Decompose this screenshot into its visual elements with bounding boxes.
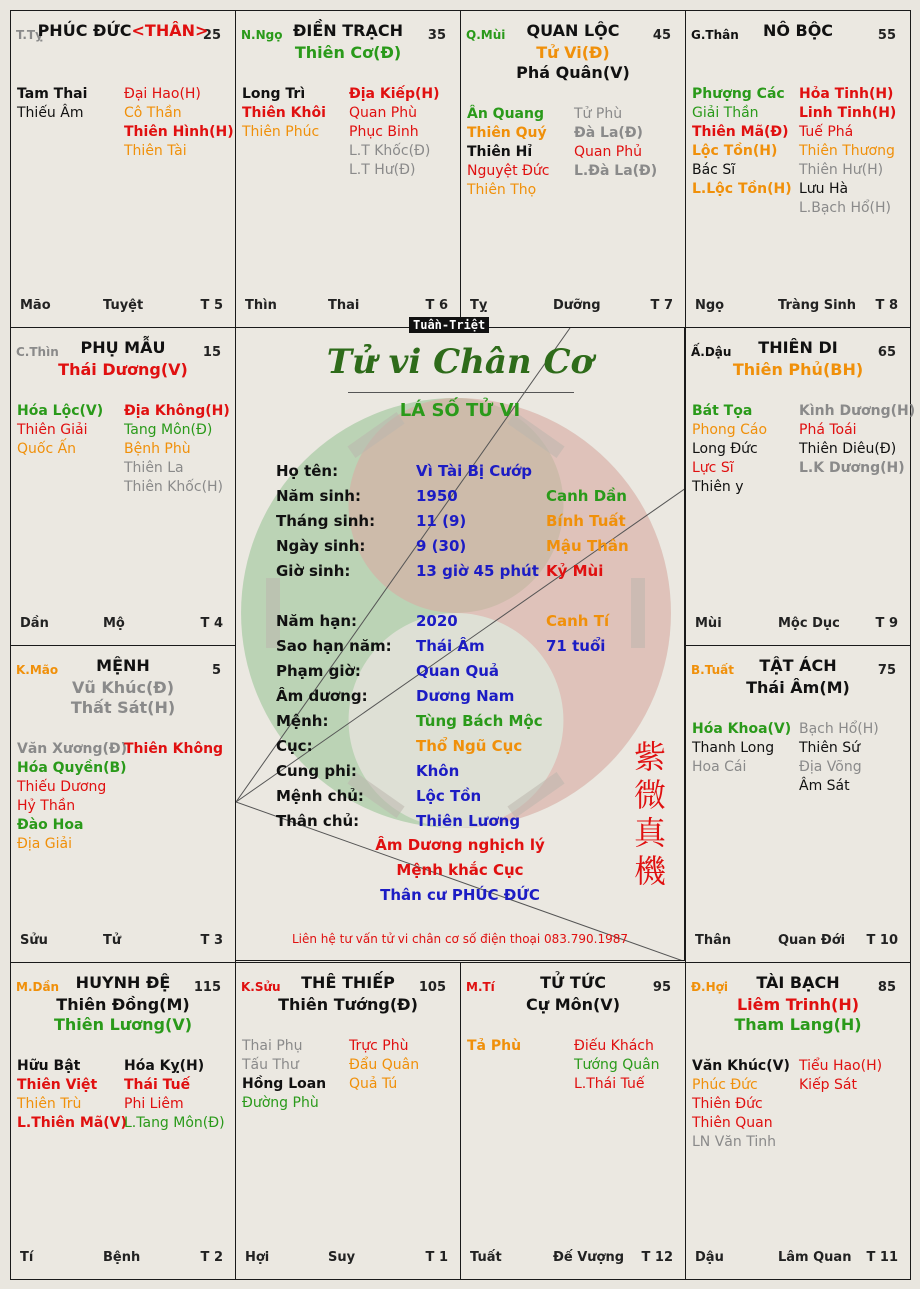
minor-star: Cô Thần bbox=[124, 105, 182, 121]
main-stars bbox=[236, 995, 460, 1015]
palace-stem-branch: G.Thân bbox=[691, 28, 739, 42]
main-star: Liêm Trinh(H) bbox=[736, 995, 860, 1014]
info-label: Mệnh: bbox=[276, 712, 329, 730]
palace-phase: Thai bbox=[328, 298, 360, 313]
minor-star: L.Thái Tuế bbox=[574, 1076, 645, 1092]
main-star: Thái Dương(V) bbox=[58, 360, 188, 379]
minor-star: Thiên Sứ bbox=[799, 740, 861, 756]
minor-star: Điếu Khách bbox=[574, 1038, 654, 1054]
palace-age: 95 bbox=[652, 980, 671, 995]
main-star: Tử Vi(Đ) bbox=[536, 43, 610, 62]
minor-stars-left bbox=[692, 85, 792, 199]
palace-branch: Thân bbox=[695, 933, 732, 948]
palace-age: 115 bbox=[193, 980, 221, 995]
minor-stars-right bbox=[349, 85, 440, 180]
palace-title-text: ĐIỀN TRẠCH bbox=[293, 21, 403, 40]
info-value: Tùng Bách Mộc bbox=[416, 712, 543, 730]
palace-branch: Mão bbox=[20, 298, 51, 313]
palace-title-text: NÔ BỘC bbox=[762, 21, 834, 40]
palace-age: 5 bbox=[211, 663, 221, 678]
palace-title bbox=[236, 973, 460, 992]
palace-branch: Ngọ bbox=[695, 298, 725, 313]
minor-stars-left bbox=[467, 105, 550, 200]
info-value: Lộc Tồn bbox=[416, 787, 482, 805]
info-value: Thái Âm bbox=[416, 637, 485, 655]
palace-major-limit: T 3 bbox=[200, 933, 223, 948]
minor-star: Thiên Diêu(Đ) bbox=[799, 441, 897, 457]
info-value: 2020 bbox=[416, 612, 458, 630]
minor-star: Văn Khúc(V) bbox=[692, 1058, 790, 1074]
palace-age: 25 bbox=[202, 28, 221, 43]
logo-underline bbox=[348, 392, 574, 393]
minor-star: Phá Toái bbox=[799, 422, 857, 438]
minor-star: Tướng Quân bbox=[574, 1057, 660, 1073]
minor-stars-right bbox=[124, 1057, 225, 1133]
minor-stars-left bbox=[242, 85, 326, 142]
info-value: 11 (9) bbox=[416, 512, 467, 530]
info-value-secondary: 71 tuổi bbox=[546, 637, 606, 655]
minor-star: Quả Tú bbox=[349, 1076, 398, 1092]
info-label: Tháng sinh: bbox=[276, 512, 376, 530]
minor-stars-right bbox=[574, 1037, 660, 1094]
palace-title bbox=[11, 973, 235, 992]
palace-title bbox=[686, 21, 910, 40]
info-value: 9 (30) bbox=[416, 537, 467, 555]
main-star: Thiên Cơ(Đ) bbox=[294, 43, 402, 62]
info-value-secondary: Mậu Thân bbox=[546, 537, 629, 555]
logo-text: Tử vi Chân Cơ bbox=[326, 342, 594, 382]
palace-major-limit: T 11 bbox=[866, 1250, 898, 1265]
palace-quan-loc bbox=[460, 10, 686, 328]
minor-star: Thiên Việt bbox=[17, 1077, 98, 1093]
palace-phase: Mộ bbox=[103, 616, 125, 631]
palace-phase: Đế Vượng bbox=[553, 1250, 625, 1265]
minor-star: Đào Hoa bbox=[17, 817, 84, 833]
minor-star: Đường Phù bbox=[242, 1095, 319, 1111]
palace-major-limit: T 9 bbox=[875, 616, 898, 631]
palace-branch: Mùi bbox=[695, 616, 722, 631]
palace-age: 105 bbox=[418, 980, 446, 995]
info-value-secondary: Canh Dần bbox=[546, 487, 627, 505]
minor-stars-left bbox=[17, 1057, 127, 1133]
palace-title bbox=[11, 21, 235, 40]
palace-major-limit: T 6 bbox=[425, 298, 448, 313]
palace-age: 65 bbox=[877, 345, 896, 360]
palace-tu-tuc bbox=[460, 962, 686, 1280]
palace-phase: Tuyệt bbox=[103, 298, 144, 313]
info-value: 13 giờ 45 phút bbox=[416, 562, 539, 580]
minor-star: Hóa Khoa(V) bbox=[692, 721, 792, 737]
minor-star: Thiên La bbox=[124, 460, 184, 476]
minor-star: Thiên Khốc(H) bbox=[124, 479, 224, 495]
minor-star: Tiểu Hao(H) bbox=[799, 1058, 883, 1074]
palace-title-text: TỬ TỨC bbox=[540, 973, 606, 992]
minor-stars-left bbox=[17, 740, 127, 854]
minor-star: Âm Sát bbox=[799, 778, 850, 794]
palace-branch: Tí bbox=[20, 1250, 34, 1265]
palace-title bbox=[11, 338, 235, 357]
minor-star: Giải Thần bbox=[692, 105, 759, 121]
minor-star: Phục Binh bbox=[349, 124, 419, 140]
seal-char: 紫 bbox=[633, 738, 666, 776]
minor-star: Thiên Phúc bbox=[242, 124, 320, 140]
info-label: Âm dương: bbox=[276, 687, 368, 705]
minor-star: Đẩu Quân bbox=[349, 1057, 420, 1073]
palace-age: 85 bbox=[877, 980, 896, 995]
minor-star: Thiên Giải bbox=[17, 422, 88, 438]
minor-star: Thiếu Âm bbox=[17, 105, 84, 121]
palace-major-limit: T 1 bbox=[425, 1250, 448, 1265]
minor-stars-left bbox=[692, 1057, 790, 1152]
minor-star: Kiếp Sát bbox=[799, 1077, 857, 1093]
palace-age: 45 bbox=[652, 28, 671, 43]
palace-stem-branch: M.Dần bbox=[16, 980, 60, 994]
minor-star: Nguyệt Đức bbox=[467, 163, 550, 179]
minor-stars-right bbox=[574, 105, 657, 181]
minor-star: Văn Xương(Đ) bbox=[17, 741, 128, 757]
minor-star: Địa Võng bbox=[799, 759, 862, 775]
seal-char: 真 bbox=[633, 814, 666, 852]
palace-thien-di bbox=[685, 327, 916, 646]
palace-no-boc bbox=[685, 10, 911, 328]
minor-star: L.K Dương(H) bbox=[799, 460, 905, 476]
minor-star: L.Đà La(Đ) bbox=[574, 163, 658, 179]
minor-star: Bạch Hổ(H) bbox=[799, 721, 879, 737]
minor-star: Hóa Quyền(B) bbox=[17, 760, 127, 776]
palace-stem-branch: N.Ngọ bbox=[241, 28, 283, 42]
main-star: Vũ Khúc(Đ) bbox=[71, 678, 175, 697]
info-value-secondary: Kỷ Mùi bbox=[546, 562, 604, 580]
minor-star: Phi Liêm bbox=[124, 1096, 184, 1112]
minor-star: Tam Thai bbox=[17, 86, 88, 102]
minor-star: Thiên Khôi bbox=[242, 105, 326, 121]
palace-phuc-duc bbox=[10, 10, 236, 328]
minor-star: Linh Tinh(H) bbox=[799, 105, 897, 121]
minor-stars-left bbox=[692, 720, 791, 777]
minor-star: Long Đức bbox=[692, 441, 758, 457]
info-value: Thiên Lương bbox=[416, 812, 521, 830]
minor-stars-left bbox=[692, 402, 767, 497]
palace-major-limit: T 10 bbox=[866, 933, 898, 948]
minor-star: Bác Sĩ bbox=[692, 162, 736, 178]
info-label: Mệnh chủ: bbox=[276, 787, 364, 805]
minor-star: Thiếu Dương bbox=[17, 779, 107, 795]
info-value: Vì Tài Bị Cướp bbox=[416, 462, 533, 480]
main-stars bbox=[236, 43, 460, 63]
body-marker: <THÂN> bbox=[131, 21, 209, 40]
palace-title bbox=[461, 973, 685, 992]
minor-star: Hỷ Thần bbox=[17, 798, 76, 814]
palace-branch: Sửu bbox=[20, 933, 48, 948]
minor-star: Tử Phù bbox=[574, 106, 623, 122]
minor-star: Đại Hao(H) bbox=[124, 86, 201, 102]
palace-stem-branch: K.Mão bbox=[16, 663, 59, 677]
info-label: Năm sinh: bbox=[276, 487, 361, 505]
note-line: Âm Dương nghịch lý bbox=[375, 836, 545, 854]
minor-star: Tang Môn(Đ) bbox=[124, 422, 213, 438]
minor-star: Hóa Lộc(V) bbox=[17, 403, 104, 419]
palace-stem-branch: Ấ.Dậu bbox=[691, 345, 732, 359]
minor-star: Hoa Cái bbox=[692, 759, 747, 775]
palace-major-limit: T 12 bbox=[641, 1250, 673, 1265]
palace-stem-branch: M.Tí bbox=[466, 980, 495, 994]
palace-title-text: TẬT ÁCH bbox=[759, 656, 837, 675]
palace-major-limit: T 8 bbox=[875, 298, 898, 313]
minor-star: Thiên Quan bbox=[692, 1115, 773, 1131]
minor-star: Thiên Quý bbox=[467, 125, 547, 141]
palace-branch: Hợi bbox=[245, 1250, 270, 1265]
minor-star: L.Thiên Mã(V) bbox=[17, 1115, 127, 1131]
palace-phase: Bệnh bbox=[103, 1250, 141, 1265]
contact-text: Liên hệ tư vấn tử vi chân cơ số điện thoại 083.790.1987 bbox=[291, 932, 629, 946]
minor-star: Hỏa Tinh(H) bbox=[799, 86, 894, 102]
main-stars bbox=[11, 995, 235, 1035]
palace-title-text: HUYNH ĐỆ bbox=[75, 973, 171, 992]
palace-age: 35 bbox=[427, 28, 446, 43]
palace-phase: Lâm Quan bbox=[778, 1250, 852, 1265]
main-stars bbox=[461, 995, 685, 1015]
main-star: Tham Lang(H) bbox=[734, 1015, 862, 1034]
palace-phase: Mộc Dục bbox=[778, 616, 840, 631]
minor-star: Quốc Ấn bbox=[17, 441, 77, 457]
palace-stem-branch: C.Thìn bbox=[16, 345, 59, 359]
minor-star: Thiên Trù bbox=[17, 1096, 82, 1112]
minor-star: LN Văn Tinh bbox=[692, 1134, 776, 1150]
minor-star: Địa Giải bbox=[17, 836, 72, 852]
minor-stars-right bbox=[799, 1057, 882, 1095]
palace-stem-branch: K.Sửu bbox=[241, 980, 281, 994]
minor-star: Hữu Bật bbox=[17, 1058, 81, 1074]
minor-star: Thái Tuế bbox=[124, 1077, 191, 1093]
palace-branch: Tỵ bbox=[470, 298, 488, 313]
palace-branch: Thìn bbox=[245, 298, 277, 313]
palace-title-text: QUAN LỘC bbox=[526, 21, 620, 40]
palace-dien-trach bbox=[235, 10, 461, 328]
minor-stars-right bbox=[799, 402, 915, 478]
palace-phase: Quan Đới bbox=[778, 933, 846, 948]
minor-star: Đà La(Đ) bbox=[574, 125, 643, 141]
palace-title-text: MỆNH bbox=[96, 656, 150, 675]
minor-stars-right bbox=[349, 1037, 419, 1094]
palace-huynh-de bbox=[10, 962, 236, 1280]
info-value: Thổ Ngũ Cục bbox=[416, 737, 523, 755]
seal-text bbox=[630, 738, 670, 890]
main-stars bbox=[686, 678, 910, 698]
minor-star: Long Trì bbox=[242, 86, 306, 102]
info-label: Năm hạn: bbox=[276, 612, 358, 630]
palace-phu-mau bbox=[10, 327, 236, 646]
info-label: Ngày sinh: bbox=[276, 537, 366, 555]
palace-stem-branch: T.Tỵ bbox=[16, 28, 43, 42]
minor-stars-right bbox=[799, 85, 896, 218]
palace-phase: Tràng Sinh bbox=[778, 298, 857, 313]
palace-title-text: THIÊN DI bbox=[758, 338, 838, 357]
main-star: Thất Sát(H) bbox=[70, 698, 176, 717]
palace-stem-branch: B.Tuất bbox=[691, 663, 734, 677]
palace-title-text: PHÚC ĐỨC bbox=[37, 21, 132, 40]
main-star: Thái Âm(M) bbox=[746, 678, 850, 697]
palace-age: 55 bbox=[877, 28, 896, 43]
info-label: Thân chủ: bbox=[276, 812, 360, 830]
main-stars bbox=[686, 360, 910, 380]
palace-major-limit: T 5 bbox=[200, 298, 223, 313]
minor-star: Tuế Phá bbox=[799, 124, 854, 140]
info-value-secondary: Bính Tuất bbox=[546, 512, 626, 530]
palace-age: 75 bbox=[877, 663, 896, 678]
palace-phase: Suy bbox=[328, 1250, 356, 1265]
info-value: Dương Nam bbox=[416, 687, 515, 705]
minor-star: L.Tang Môn(Đ) bbox=[124, 1115, 225, 1131]
info-label: Cung phi: bbox=[276, 762, 357, 780]
info-value-secondary: Canh Tí bbox=[546, 612, 610, 630]
main-stars bbox=[11, 360, 235, 380]
minor-stars-left bbox=[17, 402, 103, 459]
minor-star: L.Lộc Tồn(H) bbox=[692, 181, 792, 197]
minor-star: Thiên Tài bbox=[124, 143, 187, 159]
minor-star: L.T Hư(Đ) bbox=[349, 162, 416, 178]
info-value: Quan Quả bbox=[416, 662, 500, 680]
minor-star: Thanh Long bbox=[692, 740, 775, 756]
info-label: Giờ sinh: bbox=[276, 562, 351, 580]
palace-phase: Tử bbox=[103, 933, 122, 948]
minor-star: Hồng Loan bbox=[242, 1076, 327, 1092]
main-star: Thiên Tướng(Đ) bbox=[278, 995, 418, 1014]
palace-major-limit: T 4 bbox=[200, 616, 223, 631]
minor-star: Kình Dương(H) bbox=[799, 403, 916, 419]
palace-age: 15 bbox=[202, 345, 221, 360]
minor-star: Thiên Hư(H) bbox=[799, 162, 884, 178]
minor-star: Thai Phụ bbox=[242, 1038, 303, 1054]
main-star: Thiên Lương(V) bbox=[53, 1015, 193, 1034]
minor-star: Địa Kiếp(H) bbox=[349, 86, 440, 102]
minor-star: Quan Phù bbox=[349, 105, 417, 121]
palace-major-limit: T 7 bbox=[650, 298, 673, 313]
info-label: Phạm giờ: bbox=[276, 662, 361, 680]
minor-stars-right bbox=[124, 402, 230, 497]
main-star: Thiên Phủ(BH) bbox=[732, 360, 864, 379]
palace-branch: Dần bbox=[20, 616, 49, 631]
minor-star: Phong Cáo bbox=[692, 422, 768, 438]
palace-menh bbox=[10, 645, 236, 963]
tuan-triet-badge: Tuần-Triệt bbox=[409, 317, 489, 333]
minor-stars-left bbox=[17, 85, 87, 123]
palace-title bbox=[461, 21, 685, 40]
palace-phase: Dưỡng bbox=[553, 298, 601, 313]
palace-stem-branch: Q.Mùi bbox=[466, 28, 506, 42]
minor-stars-left bbox=[242, 1037, 326, 1113]
minor-star: Ân Quang bbox=[467, 106, 544, 122]
palace-branch: Dậu bbox=[695, 1250, 724, 1265]
minor-star: Thiên Đức bbox=[692, 1096, 763, 1112]
minor-star: Thiên Thọ bbox=[467, 182, 537, 198]
minor-star: Lực Sĩ bbox=[692, 460, 734, 476]
minor-star: Lưu Hà bbox=[799, 181, 849, 197]
palace-title bbox=[686, 973, 910, 992]
main-stars bbox=[686, 995, 910, 1035]
minor-star: Lộc Tồn(H) bbox=[692, 143, 778, 159]
note-line: Thân cư PHÚC ĐỨC bbox=[380, 886, 540, 904]
note-line: Mệnh khắc Cục bbox=[396, 861, 524, 879]
palace-branch: Tuất bbox=[470, 1250, 502, 1265]
palace-title-text: TÀI BẠCH bbox=[756, 973, 840, 992]
minor-star: Tả Phù bbox=[467, 1038, 522, 1054]
minor-stars-right bbox=[124, 740, 223, 759]
palace-title-text: THÊ THIẾP bbox=[301, 973, 395, 992]
chart-title: LÁ SỐ TỬ VI bbox=[399, 400, 521, 421]
minor-stars-right bbox=[124, 85, 234, 161]
main-star: Phá Quân(V) bbox=[516, 63, 630, 82]
seal-char: 微 bbox=[633, 776, 666, 814]
palace-title-text: PHỤ MẪU bbox=[80, 338, 166, 357]
palace-tat-ach bbox=[685, 645, 911, 963]
main-stars bbox=[461, 43, 685, 83]
palace-tai-bach bbox=[685, 962, 911, 1280]
info-value: Khôn bbox=[416, 762, 460, 780]
palace-title bbox=[236, 21, 460, 40]
main-stars bbox=[11, 678, 235, 718]
minor-star: Quan Phủ bbox=[574, 144, 642, 160]
palace-major-limit: T 2 bbox=[200, 1250, 223, 1265]
minor-star: Thiên Mã(Đ) bbox=[692, 124, 789, 140]
seal-char: 機 bbox=[633, 852, 666, 890]
minor-star: Thiên Hỉ bbox=[467, 144, 533, 160]
palace-the-thiep bbox=[235, 962, 461, 1280]
minor-star: Trực Phù bbox=[349, 1038, 409, 1054]
minor-star: Bát Tọa bbox=[692, 403, 753, 419]
minor-star: Bệnh Phù bbox=[124, 441, 191, 457]
center-panel bbox=[235, 327, 685, 961]
minor-star: Hóa Kỵ(H) bbox=[124, 1058, 205, 1074]
minor-star: Thiên y bbox=[692, 479, 744, 495]
minor-star: L.T Khốc(Đ) bbox=[349, 143, 431, 159]
minor-star: Phượng Các bbox=[692, 86, 785, 102]
main-star: Thiên Đồng(M) bbox=[56, 995, 190, 1014]
main-star: Cự Môn(V) bbox=[525, 995, 620, 1014]
palace-stem-branch: Đ.Hợi bbox=[691, 980, 729, 994]
palace-title bbox=[11, 656, 235, 675]
palace-title bbox=[686, 656, 910, 675]
minor-star: Thiên Không bbox=[124, 741, 224, 757]
minor-stars-right bbox=[799, 720, 879, 796]
minor-stars-left bbox=[467, 1037, 521, 1056]
minor-star: Thiên Hình(H) bbox=[124, 124, 234, 140]
minor-star: Địa Không(H) bbox=[124, 403, 230, 419]
info-label: Họ tên: bbox=[276, 462, 339, 480]
minor-star: Tấu Thư bbox=[242, 1057, 299, 1073]
minor-star: Thiên Thương bbox=[799, 143, 895, 159]
minor-star: Phúc Đức bbox=[692, 1077, 758, 1093]
info-value: 1950 bbox=[416, 487, 458, 505]
minor-star: L.Bạch Hổ(H) bbox=[799, 200, 891, 216]
info-label: Sao hạn năm: bbox=[276, 637, 392, 655]
info-label: Cục: bbox=[276, 737, 313, 755]
palace-title bbox=[686, 338, 910, 357]
